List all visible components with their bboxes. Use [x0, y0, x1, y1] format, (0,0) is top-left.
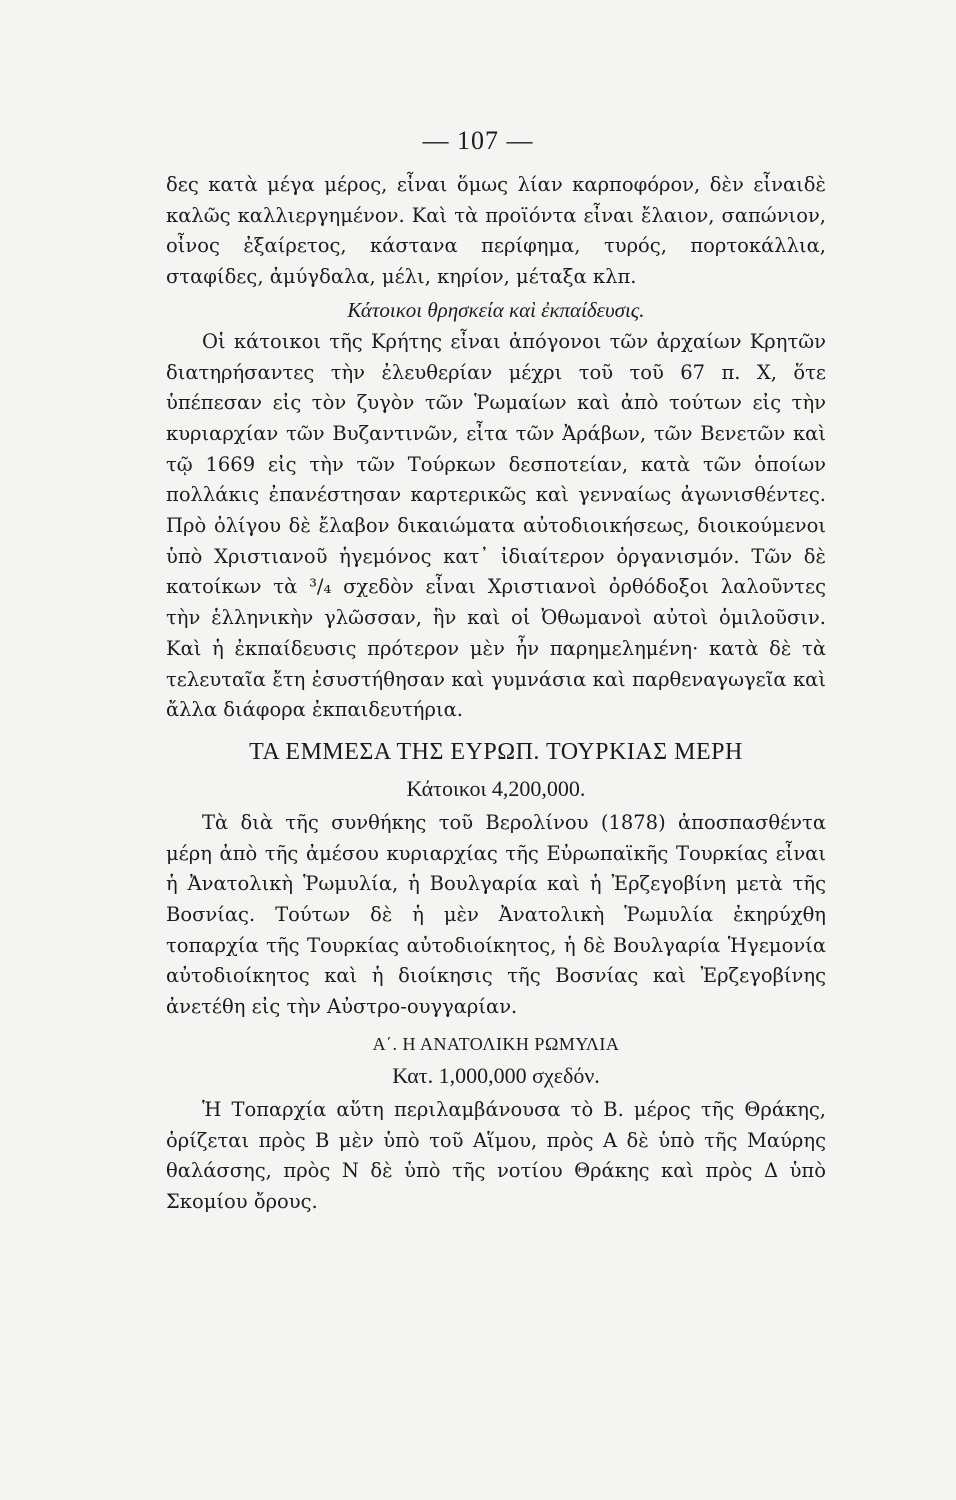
paragraph-crete-history: Οἱ κάτοικοι τῆς Κρήτης εἶναι ἀπόγονοι τῶν ἀρχαίων Κρητῶν διατηρήσαντες τὴν ἐλευθερίαν μέχρι τοῦ τοῦ 67 π. Χ, ὅτε ὑπέπεσαν εἰς τὸν ζυγὸν τῶν Ῥωμαίων καὶ ἀπὸ τούτων εἰς τὴν κυριαρχίαν τῶν Βυζαντινῶν, εἶτα τῶν Ἀράβων, τῶν Βενετῶν καὶ τῷ 1669 εἰς τὴν τῶν Τούρκων δεσποτείαν, κατὰ τῶν ὁποίων πολλάκις ἐπανέστησαν καρτερικῶς καὶ γενναίως ἀγωνισθέντες. Πρὸ ὀλίγου δὲ ἔλαβον δικαιώματα αὐτοδιοικήσεως, διοικούμενοι ὑπὸ Χριστιανοῦ ἡγεμόνος κατ᾽ ἰδιαίτερον ὀργανισμόν. Τῶν δὲ κατοίκων τὰ ³/₄ σχεδὸν εἶναι Χριστιανοὶ ὀρθόδοξοι λαλοῦντες τὴν ἑλληνικὴν γλῶσσαν, ἣν καὶ οἱ Ὀθωμανοὶ αὐτοὶ ὁμιλοῦσιν. Καὶ ἡ ἐκπαίδευσις πρότερον μὲν ἦν παρημελημένη· κατὰ δὲ τὰ τελευταῖα ἔτη ἐσυστήθησαν καὶ γυμνάσια καὶ παρθεναγωγεῖα καὶ ἄλλα διάφορα ἐκπαιδευτήρια. [166, 329, 826, 722]
subheading-inhabitants: Κάτοικοι θρησκεία καὶ ἐκπαίδευσις. [347, 297, 645, 322]
population-rumelia: Κατ. 1,000,000 σχεδόν. [392, 1062, 600, 1088]
population-total: Κάτοικοι 4,200,000. [406, 775, 586, 801]
paragraph-rumelia-borders: Ἡ Τοπαρχία αὕτη περιλαμβάνουσα τὸ Β. μέρος τῆς Θράκης, ὁρίζεται πρὸς Β μὲν ὑπὸ τοῦ Αἵμου, πρὸς Α δὲ ὑπὸ τῆς Μαύρης θαλάσσης, πρὸς Ν δὲ ὑπὸ τῆς νοτίου Θράκης καὶ πρὸς Δ ὑπὸ Σκομίου ὄρους. [166, 1097, 826, 1213]
section-title: ΤΑ ΕΜΜΕΣΑ ΤΗΣ ΕΥΡΩΠ. ΤΟΥΡΚΙΑΣ ΜΕΡΗ [249, 738, 743, 765]
subsection-title: Α΄. Η ΑΝΑΤΟΛΙΚΗ ΡΩΜΥΛΙΑ [372, 1033, 620, 1054]
text-column [166, 170, 826, 1218]
paragraph-berlin-treaty: Τὰ διὰ τῆς συνθήκης τοῦ Βερολίνου (1878) ἀποσπασθέντα μέρη ἀπὸ τῆς ἀμέσου κυριαρχίας τῆς Εὐρωπαϊκῆς Τουρκίας εἶναι ἡ Ἀνατολικὴ Ῥωμυλία, ἡ Βουλγαρία καὶ ἡ Ἐρζεγοβίνη μετὰ τῆς Βοσνίας. Τούτων δὲ ἡ μὲν Ἀνατολικὴ Ῥωμυλία ἐκηρύχθη τοπαρχία τῆς Τουρκίας αὐτοδιοίκητος, ἡ δὲ Βουλγαρία Ἡγεμονία αὐτοδιοίκητος καὶ ἡ διοίκησις τῆς Βοσνίας καὶ Ἐρζεγοβίνης ἀνετέθη εἰς τὴν Αὐστρο-ουγγαρίαν. [166, 810, 826, 1019]
page-number: — 107 — [422, 126, 534, 155]
paragraph-products: δες κατὰ μέγα μέρος, εἶναι ὅμως λίαν καρποφόρον, δὲν εἶναιδὲ καλῶς καλλιεργημένον. Καὶ τὰ προϊόντα εἶναι ἔλαιον, σαπώνιον, οἶνος ἐξαίρετος, κάστανα περίφημα, τυρός, πορτοκάλλια, σταφίδες, ἀμύγδαλα, μέλι, κηρίον, μέταξα κλπ. [166, 173, 826, 289]
